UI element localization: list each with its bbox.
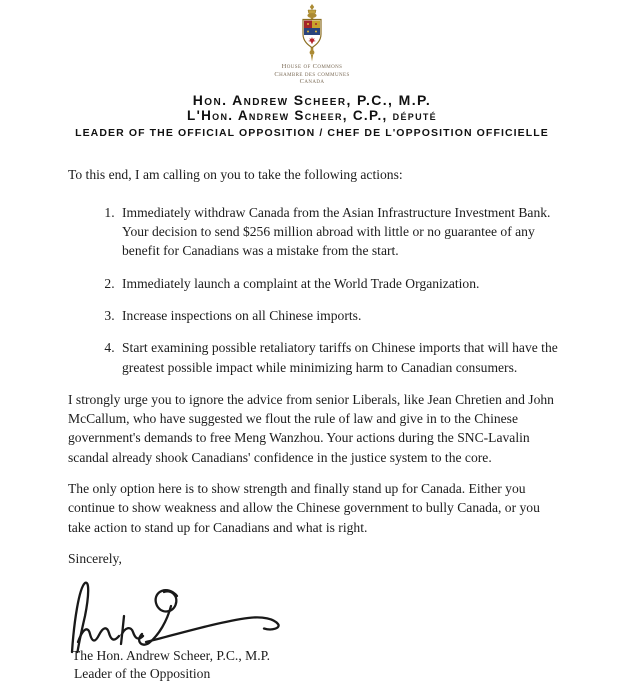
house-of-commons-crest-icon bbox=[282, 4, 342, 62]
action-item-4: 4. Start examining possible retaliatory tariffs on Chinese imports that will have the greatest possible impact while minimizing harm to Canadian consumers. bbox=[118, 338, 558, 377]
crest-caption-line1: House of Commons bbox=[281, 63, 343, 70]
paragraph-only-option: The only option here is to show strength and finally stand up for Canada. Either you continue to show weakness and allow the Chinese government to bully Canada, or you take action to stand up for Canadians and what is right. bbox=[68, 481, 540, 535]
paragraph-liberals: I strongly urge you to ignore the advice from senior Liberals, like Jean Chretien and John McCallum, who have suggested we flout the rule of law and give in to the Chinese government's demands to free Meng Wanzhou. Your actions during the SNC-Lavalin scandal already shook Canadians' confidence in the justice system to the core. bbox=[68, 391, 554, 465]
signature-block bbox=[70, 580, 558, 688]
crest-caption-line2: Chambre des communes bbox=[274, 70, 350, 78]
letterhead-role: LEADER OF THE OFFICIAL OPPOSITION / CHEF DE L'OPPOSITION OFFICIELLE bbox=[75, 126, 549, 139]
letterhead-text bbox=[0, 93, 624, 140]
closing-salutation: Sincerely, bbox=[68, 550, 122, 566]
action-item-1: 1. Immediately withdraw Canada from the Asian Infrastructure Investment Bank. Your decision to send $256 million abroad with little or no guarantee of any benefit for Canadians was a mistake from the start. bbox=[118, 203, 558, 261]
crest-caption-line3: Canada bbox=[299, 78, 325, 86]
action-item-3: 3. Increase inspections on all Chinese imports. bbox=[118, 306, 558, 325]
signatory-name: The Hon. Andrew Scheer, P.C., M.P. bbox=[72, 648, 271, 664]
crest-caption bbox=[0, 63, 624, 86]
action-list bbox=[68, 203, 558, 377]
letterhead-name-english: Hon. Andrew Scheer, P.C., M.P. bbox=[192, 91, 432, 108]
action-item-2: 2. Immediately launch a complaint at the World Trade Organization. bbox=[118, 274, 558, 293]
signatory-title: Leader of the Opposition bbox=[74, 666, 211, 682]
letter-body bbox=[68, 165, 558, 688]
letterhead-header bbox=[0, 0, 624, 139]
intro-paragraph: To this end, I am calling on you to take the following actions: bbox=[68, 167, 403, 183]
letterhead-name-french: L'Hon. Andrew Scheer, C.P., député bbox=[187, 108, 437, 124]
